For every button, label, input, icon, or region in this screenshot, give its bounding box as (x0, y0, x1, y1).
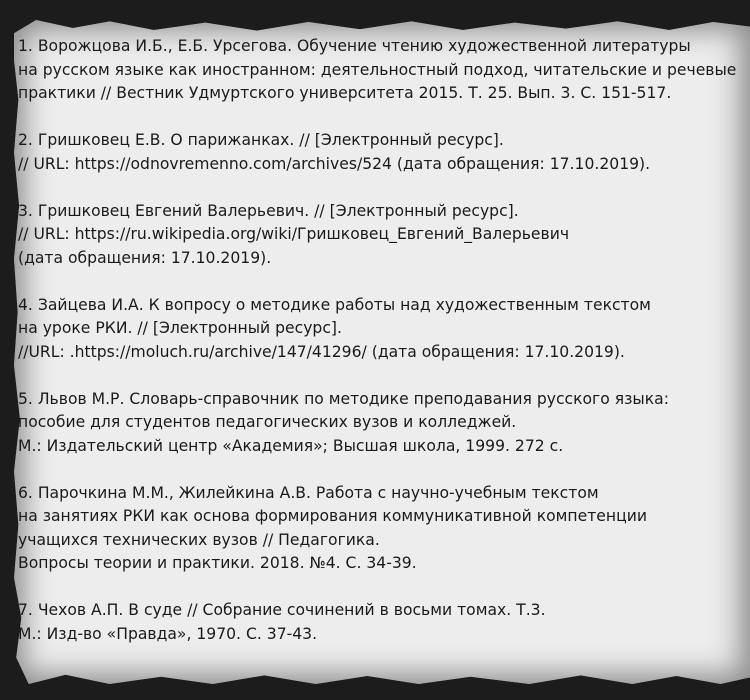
reference-list (18, 35, 750, 670)
reference-line: 6. Парочкина М.М., Жилейкина А.В. Работа с научно-учебным текстом (18, 483, 599, 502)
reference-line: //URL: .https://moluch.ru/archive/147/41296/ (дата обращения: 17.10.2019). (18, 342, 625, 361)
reference-line: М.: Издательский центр «Академия»; Высшая школа, 1999. 272 с. (18, 436, 564, 455)
reference-item-7 (18, 599, 750, 646)
reference-line: на уроке РКИ. // [Электронный ресурс]. (18, 319, 342, 337)
reference-line: 5. Львов М.Р. Словарь-справочник по методике преподавания русского языка: (18, 389, 669, 408)
reference-item-5 (18, 388, 750, 459)
reference-line: учащихся технических вузов // Педагогика. (18, 530, 380, 549)
reference-line: 2. Гришковец Е.В. О парижанках. // [Электронный ресурс]. (18, 131, 504, 149)
reference-line: практики // Вестник Удмуртского университета 2015. Т. 25. Вып. 3. С. 151-517. (18, 84, 672, 102)
reference-line: пособие для студентов педагогических вузов и колледжей. (18, 413, 517, 431)
reference-item-6 (18, 482, 750, 576)
reference-line: 7. Чехов А.П. В суде // Собрание сочинений в восьми томах. Т.3. (18, 601, 546, 619)
reference-line: на русском языке как иностранном: деятельностный подход, читательские и речевые (18, 60, 737, 79)
reference-item-1 (18, 35, 750, 106)
reference-line: // URL: https://ru.wikipedia.org/wiki/Гришковец_Евгений_Валерьевич (18, 225, 570, 243)
reference-line: М.: Изд-во «Правда», 1970. С. 37-43. (18, 624, 318, 643)
reference-line: Вопросы теории и практики. 2018. №4. С. 34-39. (18, 554, 417, 572)
reference-line: на занятиях РКИ как основа формирования коммуникативной компетенции (18, 507, 647, 525)
reference-line: 4. Зайцева И.А. К вопросу о методике работы над художественным текстом (18, 295, 651, 314)
reference-item-2 (18, 129, 750, 176)
reference-line: 3. Гришковец Евгений Валерьевич. // [Электронный ресурс]. (18, 201, 519, 220)
reference-line: // URL: https://odnovremenno.com/archives/524 (дата обращения: 17.10.2019). (18, 154, 651, 173)
reference-item-4 (18, 294, 750, 365)
reference-line: 1. Ворожцова И.Б., Е.Б. Урсегова. Обучение чтению художественной литературы (18, 37, 691, 55)
reference-line: (дата обращения: 17.10.2019). (18, 248, 272, 267)
reference-item-3 (18, 200, 750, 271)
